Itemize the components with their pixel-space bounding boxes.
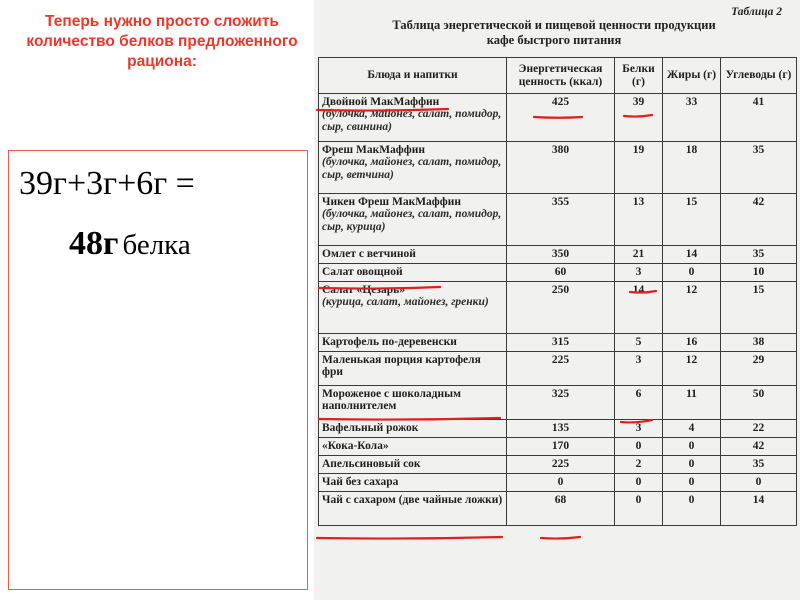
- dish-name: Салат «Цезарь»: [322, 284, 405, 296]
- carbs-cell: 50: [721, 386, 797, 420]
- table-row: [319, 474, 797, 492]
- dish-ingredients: (курица, салат, майонез, гренки): [322, 296, 489, 309]
- protein-cell: 13: [615, 194, 663, 246]
- table-title-line2: кафе быстрого питания: [486, 33, 622, 47]
- fat-cell: 16: [663, 334, 721, 352]
- kcal-cell: 325: [507, 386, 615, 420]
- dish-name: Чай с сахаром (две чайные ложки): [322, 494, 503, 506]
- table-row: [319, 420, 797, 438]
- table-title-line1: Таблица энергетической и пищевой ценности продукции: [392, 18, 716, 32]
- dish-cell: [319, 264, 507, 282]
- kcal-cell: 250: [507, 282, 615, 334]
- table-row: [319, 246, 797, 264]
- dish-cell: [319, 94, 507, 142]
- dish-cell: [319, 282, 507, 334]
- kcal-cell: 225: [507, 352, 615, 386]
- fat-cell: 0: [663, 264, 721, 282]
- protein-cell: 14: [615, 282, 663, 334]
- fat-cell: 12: [663, 352, 721, 386]
- dish-cell: [319, 142, 507, 194]
- fat-cell: 0: [663, 438, 721, 456]
- header-fat: Жиры (г): [663, 58, 721, 94]
- dish-name: Двойной МакМаффин: [322, 96, 440, 108]
- dish-cell: [319, 194, 507, 246]
- dish-name: Мороженое с шоколадным наполнителем: [322, 388, 461, 413]
- fat-cell: 11: [663, 386, 721, 420]
- protein-cell: 5: [615, 334, 663, 352]
- protein-cell: 0: [615, 492, 663, 526]
- dish-name: Апельсиновый сок: [322, 458, 421, 470]
- fat-cell: 0: [663, 456, 721, 474]
- protein-cell: 0: [615, 438, 663, 456]
- carbs-cell: 14: [721, 492, 797, 526]
- result-value: 48г: [69, 225, 119, 262]
- carbs-cell: 0: [721, 474, 797, 492]
- kcal-cell: 380: [507, 142, 615, 194]
- protein-cell: 3: [615, 352, 663, 386]
- fat-cell: 33: [663, 94, 721, 142]
- dish-name: «Кока-Кола»: [322, 440, 389, 452]
- instruction-text: Теперь нужно просто сложить количество белков предложенного рациона:: [26, 13, 298, 70]
- header-protein: Белки (г): [615, 58, 663, 94]
- dish-name: Салат овощной: [322, 266, 403, 278]
- protein-cell: 21: [615, 246, 663, 264]
- table-row: [319, 386, 797, 420]
- fat-cell: 4: [663, 420, 721, 438]
- dish-name: Омлет с ветчиной: [322, 248, 416, 260]
- protein-cell: 3: [615, 264, 663, 282]
- fat-cell: 15: [663, 194, 721, 246]
- table-row: [319, 194, 797, 246]
- dish-cell: [319, 334, 507, 352]
- result-word: белка: [122, 229, 191, 261]
- table-label: Таблица 2: [731, 6, 782, 18]
- carbs-cell: 10: [721, 264, 797, 282]
- dish-cell: [319, 246, 507, 264]
- protein-cell: 6: [615, 386, 663, 420]
- dish-cell: [319, 386, 507, 420]
- carbs-cell: 35: [721, 246, 797, 264]
- dish-cell: [319, 474, 507, 492]
- dish-name: Картофель по-деревенски: [322, 336, 457, 348]
- carbs-cell: 42: [721, 438, 797, 456]
- carbs-cell: 35: [721, 142, 797, 194]
- table-row: [319, 438, 797, 456]
- fat-cell: 0: [663, 474, 721, 492]
- dish-cell: [319, 438, 507, 456]
- table-row: [319, 282, 797, 334]
- protein-cell: 39: [615, 94, 663, 142]
- protein-cell: 19: [615, 142, 663, 194]
- kcal-cell: 355: [507, 194, 615, 246]
- protein-cell: 3: [615, 420, 663, 438]
- nutrition-table: [318, 57, 797, 526]
- kcal-cell: 68: [507, 492, 615, 526]
- table-row: [319, 492, 797, 526]
- carbs-cell: 22: [721, 420, 797, 438]
- protein-cell: 0: [615, 474, 663, 492]
- dish-cell: [319, 352, 507, 386]
- table-row: [319, 264, 797, 282]
- dish-ingredients: (булочка, майонез, салат, помидор, сыр, ветчина): [322, 156, 502, 181]
- dish-ingredients: (булочка, майонез, салат, помидор, сыр, курица): [322, 208, 502, 233]
- carbs-cell: 42: [721, 194, 797, 246]
- fat-cell: 0: [663, 492, 721, 526]
- dish-name: Вафельный рожок: [322, 422, 419, 434]
- equation-result: [69, 225, 191, 263]
- carbs-cell: 29: [721, 352, 797, 386]
- kcal-cell: 0: [507, 474, 615, 492]
- dish-cell: [319, 492, 507, 526]
- scanned-table-image: [314, 0, 800, 600]
- answer-box: [8, 150, 308, 590]
- kcal-cell: 60: [507, 264, 615, 282]
- kcal-cell: 225: [507, 456, 615, 474]
- table-row: [319, 334, 797, 352]
- header-dish: Блюда и напитки: [319, 58, 507, 94]
- dish-cell: [319, 456, 507, 474]
- dish-name: Чикен Фреш МакМаффин: [322, 196, 461, 208]
- table-title: [354, 18, 754, 48]
- table-row: [319, 94, 797, 142]
- kcal-cell: 170: [507, 438, 615, 456]
- dish-name: Чай без сахара: [322, 476, 399, 488]
- kcal-cell: 135: [507, 420, 615, 438]
- equation-sum: 39г+3г+6г =: [19, 165, 195, 202]
- fat-cell: 18: [663, 142, 721, 194]
- table-row: [319, 456, 797, 474]
- header-carbs: Углеводы (г): [721, 58, 797, 94]
- header-kcal: Энергетическая ценность (ккал): [507, 58, 615, 94]
- dish-ingredients: (булочка, майонез, салат, помидор, сыр, свинина): [322, 108, 502, 133]
- table-row: [319, 142, 797, 194]
- table-row: [319, 352, 797, 386]
- carbs-cell: 15: [721, 282, 797, 334]
- carbs-cell: 41: [721, 94, 797, 142]
- kcal-cell: 425: [507, 94, 615, 142]
- dish-name: Фреш МакМаффин: [322, 144, 425, 156]
- carbs-cell: 38: [721, 334, 797, 352]
- fat-cell: 12: [663, 282, 721, 334]
- kcal-cell: 315: [507, 334, 615, 352]
- carbs-cell: 35: [721, 456, 797, 474]
- kcal-cell: 350: [507, 246, 615, 264]
- table-header-row: [319, 58, 797, 94]
- fat-cell: 14: [663, 246, 721, 264]
- dish-cell: [319, 420, 507, 438]
- dish-name: Маленькая порция картофеля фри: [322, 354, 481, 379]
- protein-cell: 2: [615, 456, 663, 474]
